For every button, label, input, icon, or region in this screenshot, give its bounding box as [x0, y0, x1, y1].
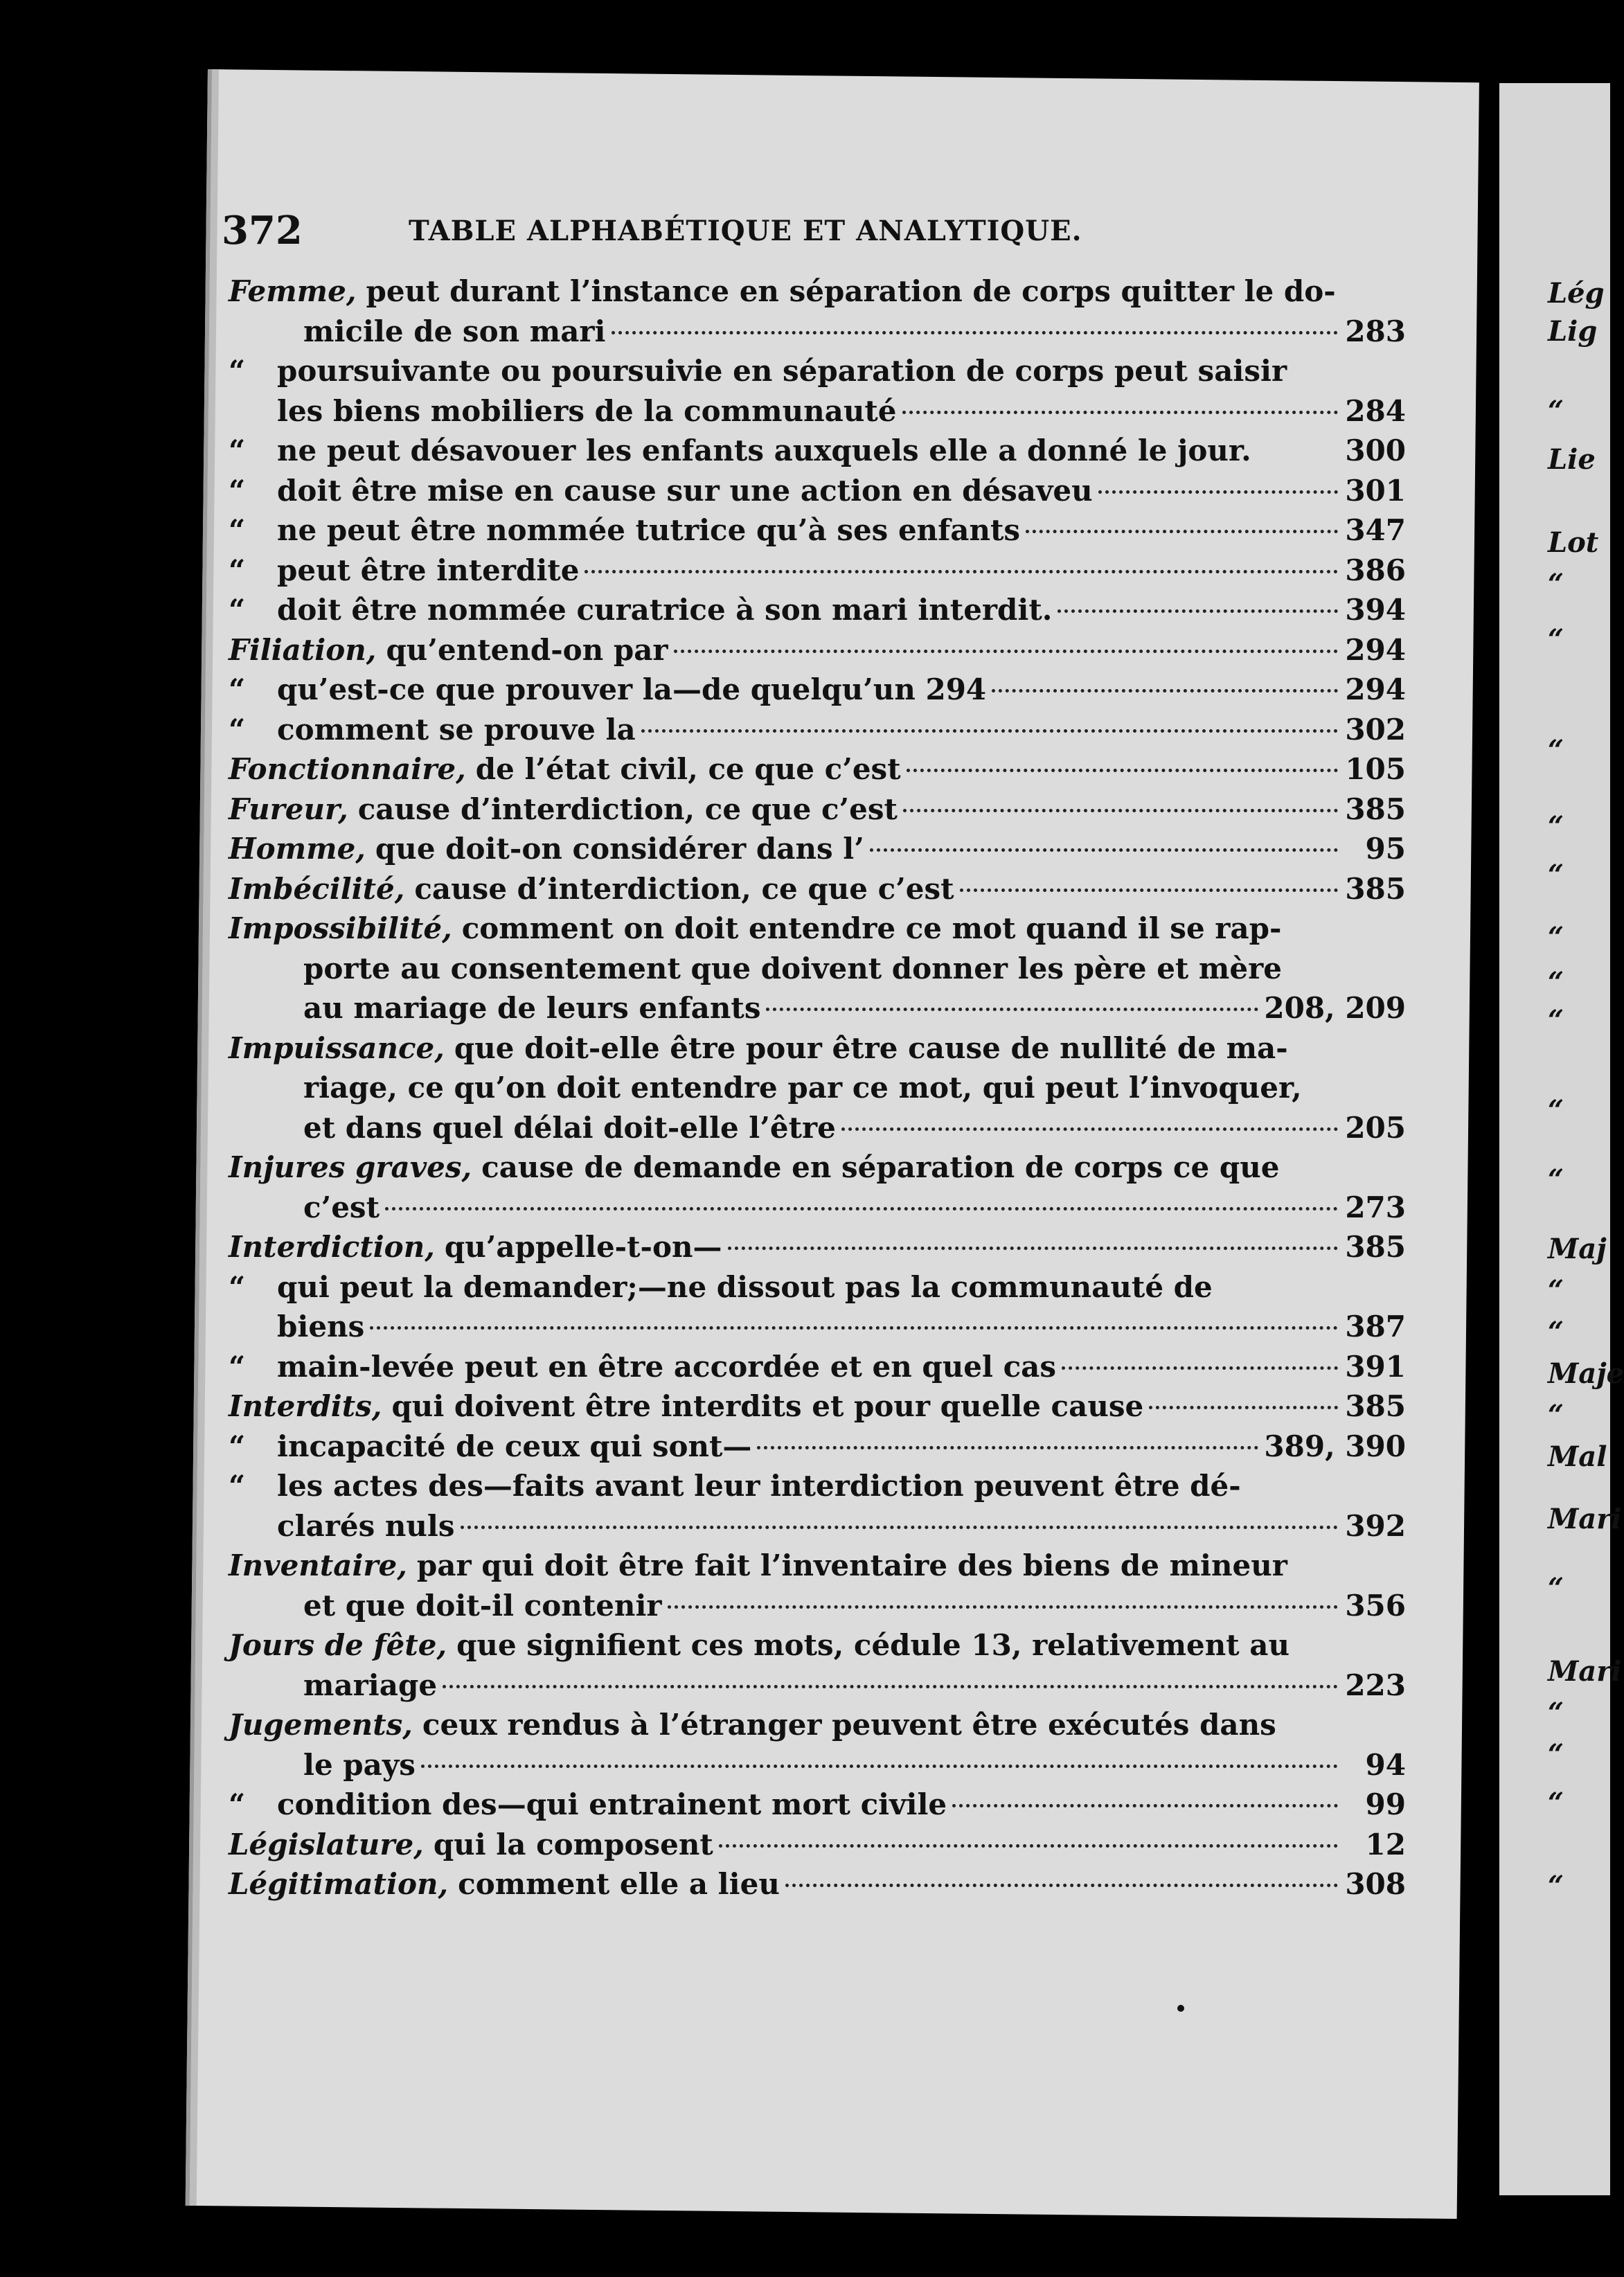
dot-leader — [1098, 490, 1338, 494]
index-line — [229, 1427, 1406, 1467]
page-reference: 386 — [1345, 553, 1406, 587]
index-line — [229, 1108, 1406, 1148]
ditto-mark: “ — [229, 434, 246, 467]
facing-page-fragment: “ — [1548, 1697, 1564, 1729]
index-line — [229, 1506, 1406, 1546]
index-line — [229, 1785, 1406, 1825]
index-entries — [229, 271, 1406, 1904]
index-line — [229, 590, 1406, 630]
index-line — [229, 351, 1406, 391]
dot-leader — [1026, 530, 1338, 533]
facing-page-fragment: Maj — [1548, 1233, 1607, 1265]
index-line — [229, 1546, 1406, 1586]
page-reference: 356 — [1345, 1588, 1406, 1623]
facing-page-fragment: Lot — [1548, 526, 1599, 559]
index-line — [229, 1745, 1406, 1785]
entry-heading: Fonctionnaire, — [229, 752, 466, 786]
index-line — [229, 471, 1406, 511]
page-reference: 347 — [1345, 513, 1406, 547]
entry-text: qu’entend-on par — [386, 632, 668, 667]
entry-text: peut durant l’instance en séparation de corps quitter le do- — [366, 274, 1336, 308]
index-line — [229, 312, 1406, 352]
facing-page-fragments — [1499, 83, 1624, 2195]
page-reference: 205 — [1345, 1110, 1406, 1145]
ditto-mark: “ — [229, 513, 246, 547]
index-line — [229, 1864, 1406, 1904]
entry-text: condition des—qui entrainent mort civile — [277, 1787, 947, 1821]
entry-text: mariage — [303, 1668, 438, 1702]
dot-leader — [766, 1008, 1258, 1011]
page-reference: 283 — [1345, 314, 1406, 348]
facing-page-fragment: “ — [1548, 568, 1564, 600]
entry-text: ceux rendus à l’étranger peuvent être exécutés dans — [422, 1708, 1276, 1742]
facing-page-fragment: “ — [1548, 1738, 1564, 1771]
facing-page-fragment: Lig — [1548, 315, 1598, 348]
entry-text: porte au consentement que doivent donner les père et mère — [303, 951, 1282, 985]
entry-heading: Jugements, — [229, 1708, 413, 1742]
dot-leader — [902, 411, 1338, 414]
ditto-mark: “ — [229, 473, 246, 508]
entry-text: main-levée peut en être accordée et en quel cas — [277, 1349, 1057, 1384]
entry-text: cause d’interdiction, ce que c’est — [414, 871, 954, 906]
ditto-mark: “ — [229, 354, 246, 388]
index-line — [229, 670, 1406, 710]
facing-page-fragment: “ — [1548, 1094, 1564, 1127]
page-reference: 387 — [1345, 1310, 1406, 1343]
page-reference: 95 — [1365, 832, 1406, 866]
entry-text: et dans quel délai doit-elle l’être — [303, 1110, 836, 1145]
dot-leader — [719, 1844, 1338, 1848]
entry-text: les actes des—faits avant leur interdiction peuvent être dé- — [277, 1469, 1241, 1503]
facing-page-edge — [1499, 83, 1624, 2195]
ditto-mark: “ — [229, 593, 246, 627]
page-reference: 273 — [1345, 1190, 1406, 1224]
dot-leader — [960, 889, 1338, 892]
page-reference: 385 — [1345, 871, 1406, 906]
index-line — [229, 1825, 1406, 1865]
entry-text: incapacité de ceux qui sont— — [277, 1429, 752, 1463]
page-reference: 391 — [1345, 1349, 1406, 1384]
page-reference: 308 — [1345, 1867, 1406, 1901]
dot-leader — [385, 1207, 1338, 1211]
facing-page-fragment: “ — [1548, 966, 1564, 999]
ditto-mark: “ — [229, 1469, 246, 1503]
index-line — [229, 988, 1406, 1028]
entry-text: par qui doit être fait l’inventaire des biens de mineur — [416, 1548, 1287, 1582]
entry-text: qui peut la demander;—ne dissout pas la communauté de — [277, 1269, 1213, 1304]
page-reference: 99 — [1365, 1787, 1406, 1821]
entry-text: comment elle a lieu — [458, 1867, 780, 1901]
entry-text: que doit-elle être pour être cause de nullité de ma- — [454, 1030, 1288, 1065]
facing-page-fragment: Maje — [1548, 1357, 1624, 1390]
entry-text: comment on doit entendre ce mot quand il se rap- — [461, 911, 1282, 945]
index-line — [229, 1666, 1406, 1706]
entry-text: comment se prouve la — [277, 712, 636, 747]
entry-heading: Légitimation, — [229, 1867, 449, 1901]
index-line — [229, 510, 1406, 551]
entry-heading: Inventaire, — [229, 1548, 407, 1582]
ditto-mark: “ — [229, 1349, 246, 1384]
index-line — [229, 749, 1406, 789]
dot-leader — [461, 1526, 1338, 1529]
facing-page-fragment: “ — [1548, 1274, 1564, 1307]
entry-heading: Impuissance, — [229, 1030, 445, 1065]
page-reference: 302 — [1345, 712, 1406, 747]
entry-heading: Femme, — [229, 274, 357, 308]
facing-page-fragment: “ — [1548, 734, 1564, 767]
entry-text: les biens mobiliers de la communauté — [277, 393, 897, 428]
dot-leader — [370, 1326, 1338, 1330]
dot-leader — [1058, 609, 1338, 613]
facing-page-fragment: “ — [1548, 1316, 1564, 1348]
dot-leader — [1062, 1366, 1338, 1370]
facing-page-fragment: “ — [1548, 395, 1564, 427]
dot-leader — [903, 809, 1338, 812]
ditto-mark: “ — [229, 672, 246, 706]
index-line — [229, 551, 1406, 591]
facing-page-fragment: Mal — [1548, 1440, 1607, 1473]
facing-page-fragment: “ — [1548, 1163, 1564, 1196]
dot-leader — [757, 1446, 1258, 1449]
facing-page-fragment: “ — [1548, 1787, 1564, 1819]
entry-heading: Interdits, — [229, 1389, 382, 1423]
dot-leader — [443, 1685, 1338, 1688]
entry-heading: Fureur, — [229, 792, 348, 826]
facing-page-fragment: “ — [1548, 623, 1564, 656]
dot-leader — [1149, 1406, 1338, 1409]
facing-page-fragment: Mari — [1548, 1503, 1622, 1535]
entry-text: qu’est-ce que prouver la—de quelqu’un 294 — [277, 672, 987, 706]
index-line — [229, 909, 1406, 949]
entry-heading: Homme, — [229, 832, 366, 866]
entry-text: cause d’interdiction, ce que c’est — [357, 792, 898, 826]
entry-text: cause de demande en séparation de corps ce que — [481, 1150, 1280, 1184]
facing-page-fragment: “ — [1548, 859, 1564, 891]
dot-leader — [992, 689, 1338, 693]
page-reference: 284 — [1345, 393, 1406, 428]
ditto-mark: “ — [229, 553, 246, 587]
index-line — [229, 789, 1406, 830]
page-reference: 389, 390 — [1264, 1429, 1406, 1463]
entry-text: de l’état civil, ce que c’est — [475, 752, 901, 786]
page-reference: 223 — [1345, 1668, 1406, 1702]
entry-text: peut être interdite — [277, 553, 580, 587]
index-line — [229, 1267, 1406, 1307]
page-reference: 394 — [1345, 593, 1406, 627]
index-line — [229, 391, 1406, 431]
entry-text: le pays — [303, 1747, 416, 1782]
page-reference: 300 — [1345, 434, 1406, 467]
entry-text: doit être nommée curatrice à son mari interdit. — [277, 593, 1053, 627]
page-number: 372 — [222, 208, 303, 253]
ditto-mark: “ — [229, 1429, 246, 1463]
entry-text: que doit-on considérer dans l’ — [375, 832, 864, 866]
entry-heading: Jours de fête, — [229, 1628, 447, 1662]
facing-page-fragment: “ — [1548, 1870, 1564, 1902]
index-line — [229, 1188, 1406, 1228]
dot-leader — [785, 1884, 1338, 1887]
facing-page-fragment: “ — [1548, 1004, 1564, 1037]
entry-heading: Injures graves, — [229, 1150, 472, 1184]
entry-heading: Impossibilité, — [229, 911, 452, 945]
page-reference: 294 — [1345, 672, 1406, 706]
entry-text: clarés nuls — [277, 1508, 455, 1543]
page-reference: 392 — [1345, 1508, 1406, 1543]
index-line — [229, 710, 1406, 750]
index-line — [229, 1386, 1406, 1427]
entry-text: micile de son mari — [303, 314, 606, 348]
entry-text: qu’appelle-t-on— — [444, 1230, 722, 1264]
entry-heading: Filiation, — [229, 632, 377, 667]
page-reference: 385 — [1345, 1230, 1406, 1264]
dot-leader — [612, 331, 1339, 334]
page-reference: 208, 209 — [1264, 991, 1406, 1025]
entry-text: qui la composent — [433, 1827, 713, 1861]
entry-text: que signifient ces mots, cédule 13, relativement au — [456, 1628, 1290, 1662]
dot-leader — [952, 1804, 1338, 1807]
entry-text: riage, ce qu’on doit entendre par ce mot, qui peut l’invoquer, — [303, 1071, 1302, 1105]
ditto-mark: “ — [229, 712, 246, 747]
dot-leader — [641, 729, 1338, 733]
entry-text: qui doivent être interdits et pour quelle cause — [391, 1389, 1144, 1423]
entry-text: poursuivante ou poursuivie en séparation de corps peut saisir — [277, 354, 1287, 388]
entry-heading: Imbécilité, — [229, 871, 405, 906]
index-line — [229, 1625, 1406, 1666]
index-line — [229, 431, 1406, 471]
facing-page-fragment: “ — [1548, 921, 1564, 954]
entry-text: c’est — [303, 1190, 380, 1224]
dot-leader — [585, 570, 1338, 573]
index-line — [229, 949, 1406, 989]
page-reference: 385 — [1345, 1389, 1406, 1423]
index-line — [229, 1705, 1406, 1745]
index-line — [229, 1148, 1406, 1188]
page-reference: 105 — [1345, 752, 1406, 786]
ditto-mark: “ — [229, 1269, 246, 1304]
dot-leader — [421, 1765, 1338, 1768]
facing-page-fragment: “ — [1548, 1399, 1564, 1431]
page-reference: 301 — [1345, 473, 1406, 508]
entry-heading: Interdiction, — [229, 1230, 435, 1264]
ditto-mark: “ — [229, 1787, 246, 1821]
page-title: TABLE ALPHABÉTIQUE ET ANALYTIQUE. — [409, 215, 1082, 247]
index-line — [229, 1028, 1406, 1069]
entry-text: biens — [277, 1310, 365, 1343]
facing-page-fragment: Mari — [1548, 1655, 1622, 1688]
index-line — [229, 1227, 1406, 1267]
index-line — [229, 869, 1406, 909]
entry-text: et que doit-il contenir — [303, 1588, 662, 1623]
ink-speck — [1177, 2005, 1184, 2012]
entry-text: ne peut être nommée tutrice qu’à ses enfants — [277, 513, 1021, 547]
entry-text: ne peut désavouer les enfants auxquels elle a donné le jour. — [277, 434, 1251, 467]
facing-page-fragment: “ — [1548, 810, 1564, 843]
facing-page-fragment: Lég — [1548, 277, 1605, 310]
entry-text: doit être mise en cause sur une action en désaveu — [277, 473, 1093, 508]
page-header — [222, 208, 1399, 263]
dot-leader — [674, 650, 1338, 653]
page-reference: 12 — [1365, 1827, 1406, 1861]
index-line — [229, 829, 1406, 869]
dot-leader — [668, 1605, 1338, 1609]
index-line — [229, 1466, 1406, 1506]
page-reference: 385 — [1345, 792, 1406, 826]
facing-page-fragment: Lie — [1548, 443, 1596, 476]
index-line — [229, 630, 1406, 670]
index-line — [229, 1347, 1406, 1387]
dot-leader — [870, 848, 1338, 852]
dot-leader — [841, 1127, 1338, 1131]
index-line — [229, 1068, 1406, 1108]
index-line — [229, 1307, 1406, 1347]
index-line — [229, 1586, 1406, 1626]
entry-text: au mariage de leurs enfants — [303, 991, 761, 1025]
entry-heading: Législature, — [229, 1827, 424, 1861]
index-line — [229, 271, 1406, 312]
dot-leader — [907, 769, 1338, 772]
page-reference: 294 — [1345, 632, 1406, 667]
page-reference: 94 — [1365, 1747, 1406, 1782]
dot-leader — [728, 1247, 1339, 1250]
facing-page-fragment: “ — [1548, 1572, 1564, 1605]
